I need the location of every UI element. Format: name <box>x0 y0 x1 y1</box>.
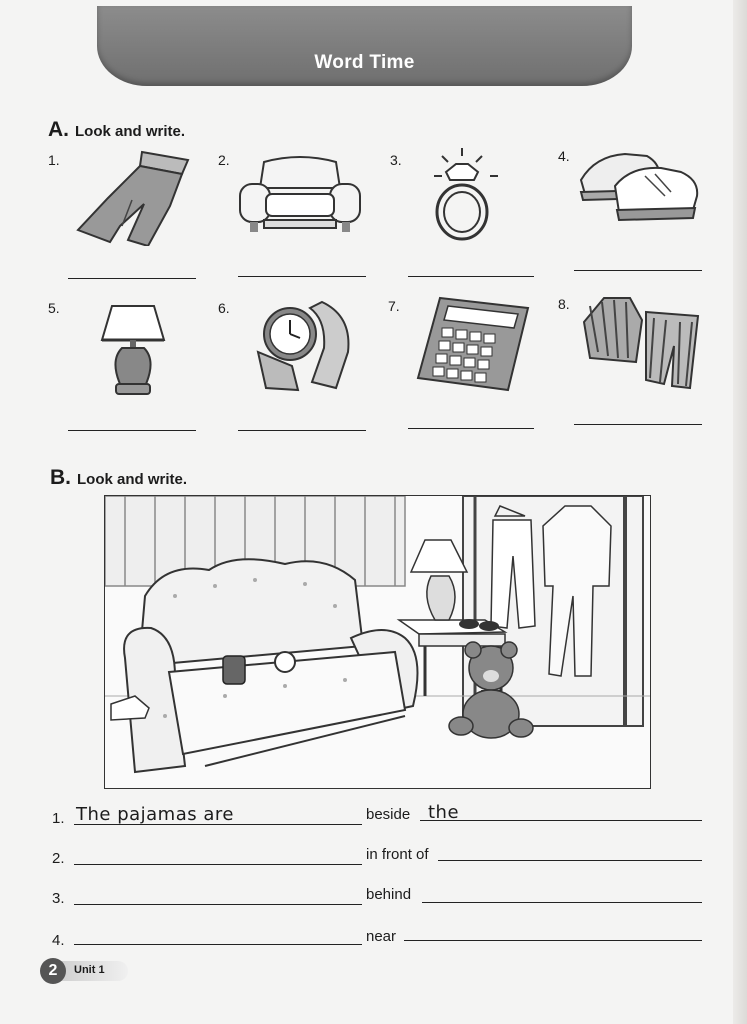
sentence-3-line-right[interactable] <box>422 902 702 903</box>
title-banner <box>97 6 632 86</box>
sentence-2-preposition: in front of <box>366 846 429 863</box>
sentence-4-preposition: near <box>366 928 397 945</box>
answer-line-1[interactable] <box>68 278 196 279</box>
sentence-2-line-right[interactable] <box>438 860 702 861</box>
answer-line-3[interactable] <box>408 276 534 277</box>
ring-icon <box>428 146 518 246</box>
answer-line-2[interactable] <box>238 276 366 277</box>
item-1-number: 1. <box>48 152 60 168</box>
answer-line-5[interactable] <box>68 430 196 431</box>
sentence-1-line-left[interactable] <box>74 824 362 825</box>
item-6-number: 6. <box>218 300 230 316</box>
page-number-badge: 2 <box>40 958 66 984</box>
pants-icon <box>70 146 195 246</box>
sentence-3-preposition: behind <box>366 886 412 903</box>
section-b-letter: B. <box>50 466 71 489</box>
item-4-number: 4. <box>558 148 570 164</box>
answer-line-7[interactable] <box>408 428 534 429</box>
page-title: Word Time <box>314 52 415 73</box>
pajamas-icon <box>580 292 704 392</box>
sentence-1-number: 1. <box>52 810 65 827</box>
section-a-letter: A. <box>48 118 69 141</box>
sentence-3-line-left[interactable] <box>74 904 362 905</box>
answer-line-6[interactable] <box>238 430 366 431</box>
section-a-instruction: Look and write. <box>75 123 186 140</box>
section-b-instruction: Look and write. <box>77 471 188 488</box>
item-3-number: 3. <box>390 152 402 168</box>
item-8-number: 8. <box>558 296 570 312</box>
sentence-1-answer-start[interactable]: The pajamas are <box>76 804 234 825</box>
item-2-number: 2. <box>218 152 230 168</box>
lamp-icon <box>98 298 168 400</box>
unit-label: Unit 1 <box>74 964 105 976</box>
section-a-heading <box>48 118 185 142</box>
sentence-4-line-right[interactable] <box>404 940 702 941</box>
sentence-2-line-left[interactable] <box>74 864 362 865</box>
sentence-1-answer-end[interactable]: the <box>428 802 460 823</box>
sneakers-icon <box>575 146 705 236</box>
section-b-heading <box>50 466 187 490</box>
item-7-number: 7. <box>388 298 400 314</box>
sentence-1-preposition: beside <box>366 806 411 823</box>
calculator-icon <box>414 294 532 394</box>
item-5-number: 5. <box>48 300 60 316</box>
sentence-4-number: 4. <box>52 932 65 949</box>
answer-line-4[interactable] <box>574 270 702 271</box>
sofa-icon <box>236 154 364 234</box>
watch-icon <box>252 296 354 396</box>
page-edge <box>733 0 747 1024</box>
sentence-2-number: 2. <box>52 850 65 867</box>
sentence-3-number: 3. <box>52 890 65 907</box>
living-room-scene <box>104 495 651 789</box>
sentence-1-line-right[interactable] <box>420 820 702 821</box>
answer-line-8[interactable] <box>574 424 702 425</box>
sentence-4-line-left[interactable] <box>74 944 362 945</box>
